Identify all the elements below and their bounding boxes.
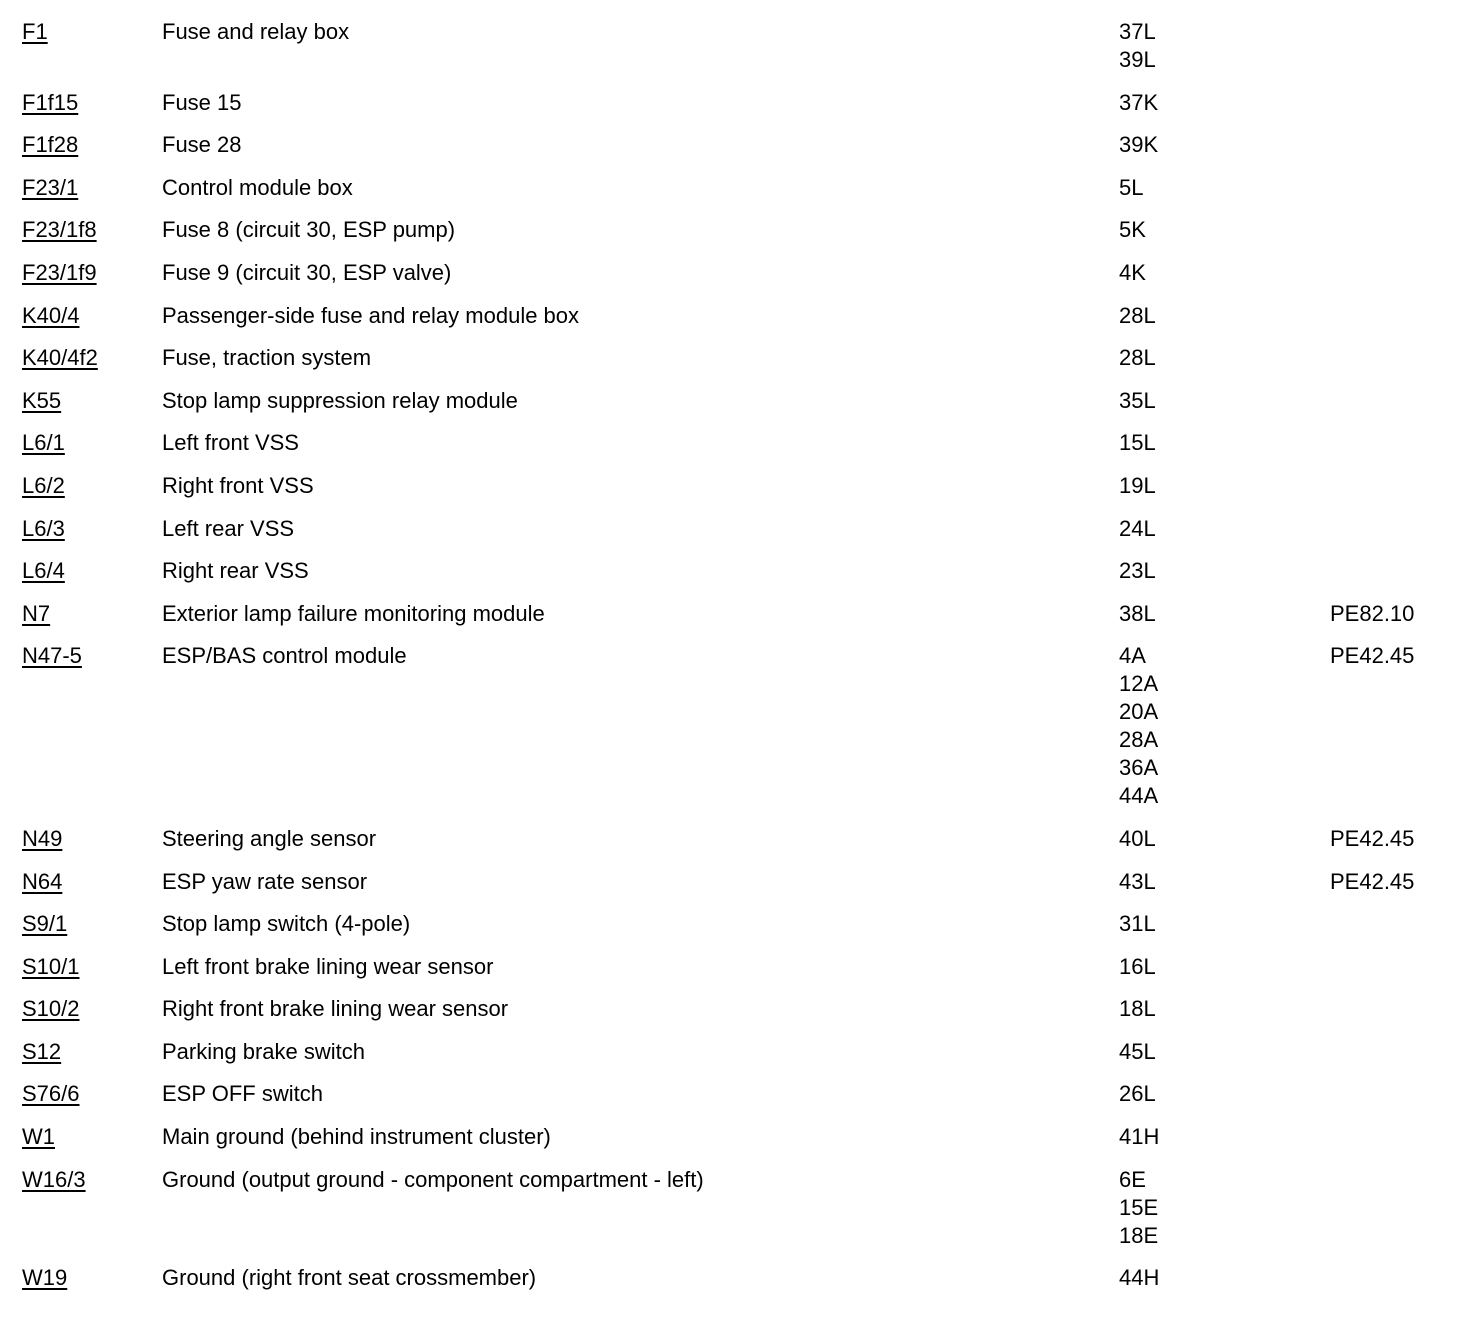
grid-location: 5L xyxy=(1119,174,1144,200)
component-description: Passenger-side fuse and relay module box xyxy=(162,302,580,328)
grid-locations xyxy=(1119,600,1239,628)
component-description: Left front VSS xyxy=(162,430,299,456)
grid-location: 28A xyxy=(1119,727,1159,753)
grid-location: 15E xyxy=(1119,1194,1159,1220)
legend-row xyxy=(22,910,1442,938)
legend-row xyxy=(22,472,1442,500)
legend-row xyxy=(22,429,1442,457)
grid-locations xyxy=(1119,429,1239,457)
component-description: Left front brake lining wear sensor xyxy=(162,953,494,979)
grid-location: 12A xyxy=(1119,671,1159,697)
component-code-link[interactable]: W19 xyxy=(22,1265,68,1291)
grid-locations xyxy=(1119,953,1239,981)
component-code-link[interactable]: K40/4f2 xyxy=(22,345,98,371)
grid-locations xyxy=(1119,259,1239,287)
grid-locations xyxy=(1119,174,1239,202)
component-description: Fuse, traction system xyxy=(162,345,372,371)
grid-location: 19L xyxy=(1119,472,1156,498)
grid-location: 44H xyxy=(1119,1265,1160,1291)
grid-locations xyxy=(1119,825,1239,853)
component-code-link[interactable]: F1f15 xyxy=(22,89,79,115)
component-description: Steering angle sensor xyxy=(162,825,377,851)
grid-location: 18E xyxy=(1119,1222,1159,1248)
reference-document: PE42.45 xyxy=(1330,643,1415,669)
component-code-link[interactable]: N7 xyxy=(22,600,51,626)
grid-location: 6E xyxy=(1119,1166,1146,1192)
grid-location: 37L xyxy=(1119,19,1156,44)
component-description: ESP/BAS control module xyxy=(162,643,407,669)
component-code-link[interactable]: W16/3 xyxy=(22,1166,86,1192)
component-code-link[interactable]: L6/4 xyxy=(22,558,65,584)
component-description: Main ground (behind instrument cluster) xyxy=(162,1124,551,1150)
component-code-link[interactable]: L6/2 xyxy=(22,472,65,498)
grid-location: 4K xyxy=(1119,259,1146,285)
component-description: Ground (output ground - component compartment - left) xyxy=(162,1166,704,1192)
component-code-link[interactable]: K55 xyxy=(22,387,62,413)
grid-location: 40L xyxy=(1119,825,1156,851)
component-code-link[interactable]: S9/1 xyxy=(22,911,68,937)
grid-location: 36A xyxy=(1119,755,1159,781)
component-description: Fuse 9 (circuit 30, ESP valve) xyxy=(162,259,452,285)
component-code-link[interactable]: S12 xyxy=(22,1038,62,1064)
component-code-link[interactable]: W1 xyxy=(22,1124,55,1150)
grid-locations xyxy=(1119,1038,1239,1066)
component-legend-list xyxy=(22,18,1442,1307)
grid-locations xyxy=(1119,387,1239,415)
component-description: Right front VSS xyxy=(162,472,314,498)
grid-location: 28L xyxy=(1119,345,1156,371)
grid-location: 31L xyxy=(1119,911,1156,937)
grid-locations xyxy=(1119,344,1239,372)
component-code-link[interactable]: F1f28 xyxy=(22,132,79,158)
grid-locations xyxy=(1119,131,1239,159)
legend-row xyxy=(22,1038,1442,1066)
legend-row xyxy=(22,1166,1442,1250)
component-code-link[interactable]: N64 xyxy=(22,868,63,894)
grid-location: 5K xyxy=(1119,217,1146,243)
component-description: Control module box xyxy=(162,174,353,200)
component-description: Parking brake switch xyxy=(162,1038,365,1064)
grid-locations xyxy=(1119,1123,1239,1151)
legend-row xyxy=(22,995,1442,1023)
component-code-link[interactable]: K40/4 xyxy=(22,302,80,328)
grid-locations xyxy=(1119,995,1239,1023)
legend-row xyxy=(22,1123,1442,1151)
component-description: Left rear VSS xyxy=(162,515,295,541)
legend-row xyxy=(22,1080,1442,1108)
grid-locations xyxy=(1119,216,1239,244)
grid-locations xyxy=(1119,89,1239,117)
legend-row xyxy=(22,18,1442,74)
legend-row xyxy=(22,131,1442,159)
legend-row xyxy=(22,557,1442,585)
grid-locations xyxy=(1119,642,1239,810)
component-description: Exterior lamp failure monitoring module xyxy=(162,600,545,626)
component-description: Fuse 28 xyxy=(162,132,242,158)
grid-location: 16L xyxy=(1119,953,1156,979)
component-description: Fuse and relay box xyxy=(162,19,350,44)
legend-row xyxy=(22,600,1442,628)
grid-location: 37K xyxy=(1119,89,1159,115)
legend-row xyxy=(22,642,1442,810)
component-code-link[interactable]: S10/1 xyxy=(22,953,80,979)
component-code-link[interactable]: N49 xyxy=(22,825,63,851)
component-description: Right front brake lining wear sensor xyxy=(162,996,509,1022)
component-code-link[interactable]: L6/1 xyxy=(22,430,65,456)
legend-row xyxy=(22,302,1442,330)
grid-locations xyxy=(1119,302,1239,330)
grid-locations xyxy=(1119,1264,1239,1292)
legend-row xyxy=(22,344,1442,372)
grid-location: 45L xyxy=(1119,1038,1156,1064)
component-description: Stop lamp suppression relay module xyxy=(162,387,518,413)
grid-location: 44A xyxy=(1119,783,1159,809)
component-description: ESP OFF switch xyxy=(162,1081,323,1107)
legend-row xyxy=(22,1264,1442,1292)
grid-locations xyxy=(1119,472,1239,500)
component-code-link[interactable]: F23/1f8 xyxy=(22,217,97,243)
component-description: Fuse 8 (circuit 30, ESP pump) xyxy=(162,217,456,243)
grid-location: 39L xyxy=(1119,47,1156,72)
component-code-link[interactable]: F23/1f9 xyxy=(22,259,97,285)
grid-locations xyxy=(1119,557,1239,585)
grid-location: 39K xyxy=(1119,132,1159,158)
legend-row xyxy=(22,259,1442,287)
grid-location: 26L xyxy=(1119,1081,1156,1107)
grid-locations xyxy=(1119,1166,1239,1250)
component-code-link[interactable]: N47-5 xyxy=(22,643,82,669)
component-description: ESP yaw rate sensor xyxy=(162,868,368,894)
legend-row xyxy=(22,387,1442,415)
grid-location: 28L xyxy=(1119,302,1156,328)
grid-location: 20A xyxy=(1119,699,1159,725)
reference-document: PE42.45 xyxy=(1330,825,1415,851)
legend-row xyxy=(22,868,1442,896)
legend-row xyxy=(22,515,1442,543)
legend-row xyxy=(22,216,1442,244)
grid-location: 38L xyxy=(1119,600,1156,626)
grid-locations xyxy=(1119,1080,1239,1108)
component-code-link[interactable]: S10/2 xyxy=(22,996,80,1022)
legend-row xyxy=(22,825,1442,853)
grid-location: 43L xyxy=(1119,868,1156,894)
component-description: Fuse 15 xyxy=(162,89,242,115)
component-description: Stop lamp switch (4-pole) xyxy=(162,911,411,937)
grid-location: 4A xyxy=(1119,643,1146,669)
legend-row xyxy=(22,953,1442,981)
grid-locations xyxy=(1119,18,1239,74)
legend-row xyxy=(22,89,1442,117)
component-code-link[interactable]: S76/6 xyxy=(22,1081,80,1107)
grid-locations xyxy=(1119,515,1239,543)
component-code-link[interactable]: L6/3 xyxy=(22,515,65,541)
legend-row xyxy=(22,174,1442,202)
component-description: Ground (right front seat crossmember) xyxy=(162,1265,537,1291)
component-code-link[interactable]: F23/1 xyxy=(22,174,79,200)
grid-locations xyxy=(1119,910,1239,938)
component-code-link[interactable]: F1 xyxy=(22,19,48,44)
grid-locations xyxy=(1119,868,1239,896)
reference-document: PE82.10 xyxy=(1330,600,1415,626)
grid-location: 41H xyxy=(1119,1124,1160,1150)
grid-location: 24L xyxy=(1119,515,1156,541)
reference-document: PE42.45 xyxy=(1330,868,1415,894)
grid-location: 23L xyxy=(1119,558,1156,584)
grid-location: 15L xyxy=(1119,430,1156,456)
grid-location: 35L xyxy=(1119,387,1156,413)
component-description: Right rear VSS xyxy=(162,558,309,584)
grid-location: 18L xyxy=(1119,996,1156,1022)
